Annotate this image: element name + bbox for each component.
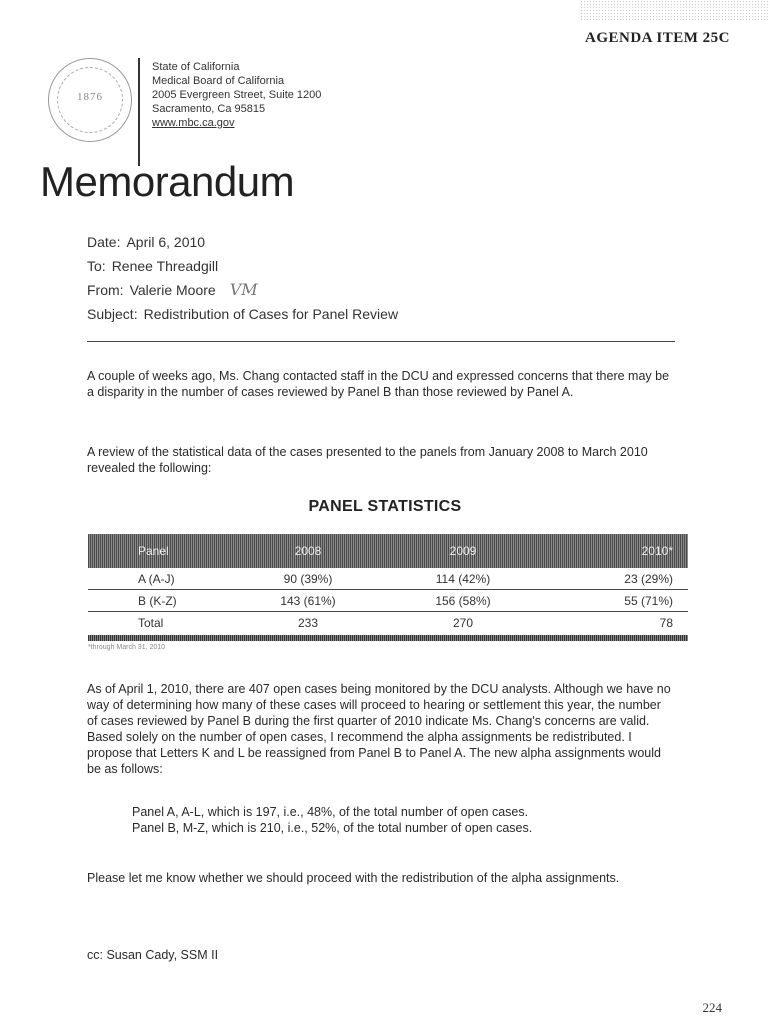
table-row [88, 568, 688, 590]
subject-row [87, 302, 398, 326]
assignment-list [132, 804, 672, 836]
date-label: Date: [87, 234, 121, 250]
memo-header [87, 230, 398, 326]
seal-year: 1876 [77, 91, 103, 103]
table-header-cell: Panel [138, 544, 169, 558]
table-cell: 78 [659, 615, 673, 630]
from-row [87, 278, 398, 302]
from-value: Valerie Moore [129, 282, 216, 298]
table-cell: 114 (42%) [435, 571, 491, 586]
table-header-cell: 2010* [641, 544, 673, 558]
to-row [87, 254, 398, 278]
letterhead-line: Medical Board of California [152, 75, 285, 87]
table-header-cell: 2008 [294, 544, 322, 558]
state-seal-icon [48, 58, 132, 142]
assignment-panel-a: Panel A, A-L, which is 197, i.e., 48%, of the total number of open cases. [132, 805, 529, 819]
table-footnote: *through March 31, 2010 [88, 644, 166, 651]
letterhead-line: 2005 Evergreen Street, Suite 1200 [152, 89, 322, 101]
table-cell: 55 (71%) [624, 593, 673, 608]
table-cell: 156 (58%) [435, 593, 491, 608]
paragraph-analysis: As of April 1, 2010, there are 407 open cases being monitored by the DCU analysts. Although we have no way of determining how many of these cases will proceed to hearing or settlement this year, the number of cases reviewed by Panel B during the first quarter of 2010 indicate Ms. Chang's concerns are valid. Based solely on the number of open cases, I recommend the alpha assignments be redistributed. I propose that Letters K and L be reassigned from Panel B to Panel A. The new alpha assignments would be as follows: [87, 682, 671, 776]
subject-value: Redistribution of Cases for Panel Review [143, 306, 399, 322]
table-cell: B (K-Z) [138, 593, 177, 608]
page-number: 224 [702, 1000, 722, 1015]
cc-line: cc: Susan Cady, SSM II [87, 948, 219, 962]
date-row [87, 230, 398, 254]
table-row-total [88, 612, 688, 633]
table-cell: 143 (61%) [280, 593, 336, 608]
table-cell: Total [138, 615, 164, 630]
letterhead-line: Sacramento, Ca 95815 [152, 103, 266, 115]
to-value: Renee Threadgill [111, 258, 219, 274]
letterhead-divider [138, 58, 140, 166]
table-cell: 23 (29%) [624, 571, 673, 586]
letterhead-line: State of California [152, 61, 240, 73]
paragraph-review: A review of the statistical data of the cases presented to the panels from January 2008 to March 2010 revealed the following: [87, 445, 648, 475]
website-link[interactable]: www.mbc.ca.gov [152, 117, 235, 129]
table-cell: 270 [452, 615, 474, 630]
subject-label: Subject: [87, 306, 138, 322]
header-rule [87, 341, 675, 342]
table-header-row [88, 534, 688, 568]
table-title: PANEL STATISTICS [308, 498, 462, 515]
signature-initials: VM [229, 280, 258, 299]
paragraph-request: Please let me know whether we should proceed with the redistribution of the alpha assignments. [87, 871, 620, 885]
table-cell: 90 (39%) [283, 571, 333, 586]
date-value: April 6, 2010 [126, 234, 206, 250]
letterhead-address [152, 60, 321, 130]
table-bottom-rule [88, 635, 688, 641]
table-cell: 233 [297, 615, 319, 630]
scan-noise [580, 0, 770, 22]
table-row [88, 590, 688, 612]
document-title: Memorandum [40, 158, 295, 205]
from-label: From: [87, 282, 124, 298]
assignment-panel-b: Panel B, M-Z, which is 210, i.e., 52%, of the total number of open cases. [132, 821, 533, 835]
table-cell: A (A-J) [138, 571, 175, 586]
paragraph-intro: A couple of weeks ago, Ms. Chang contacted staff in the DCU and expressed concerns that there may be a disparity in the number of cases reviewed by Panel B than those reviewed by Panel A. [87, 369, 670, 399]
agenda-item-label: AGENDA ITEM 25C [584, 30, 730, 46]
table-header-cell: 2009 [449, 544, 477, 558]
to-label: To: [87, 258, 106, 274]
panel-statistics-table [88, 534, 688, 651]
